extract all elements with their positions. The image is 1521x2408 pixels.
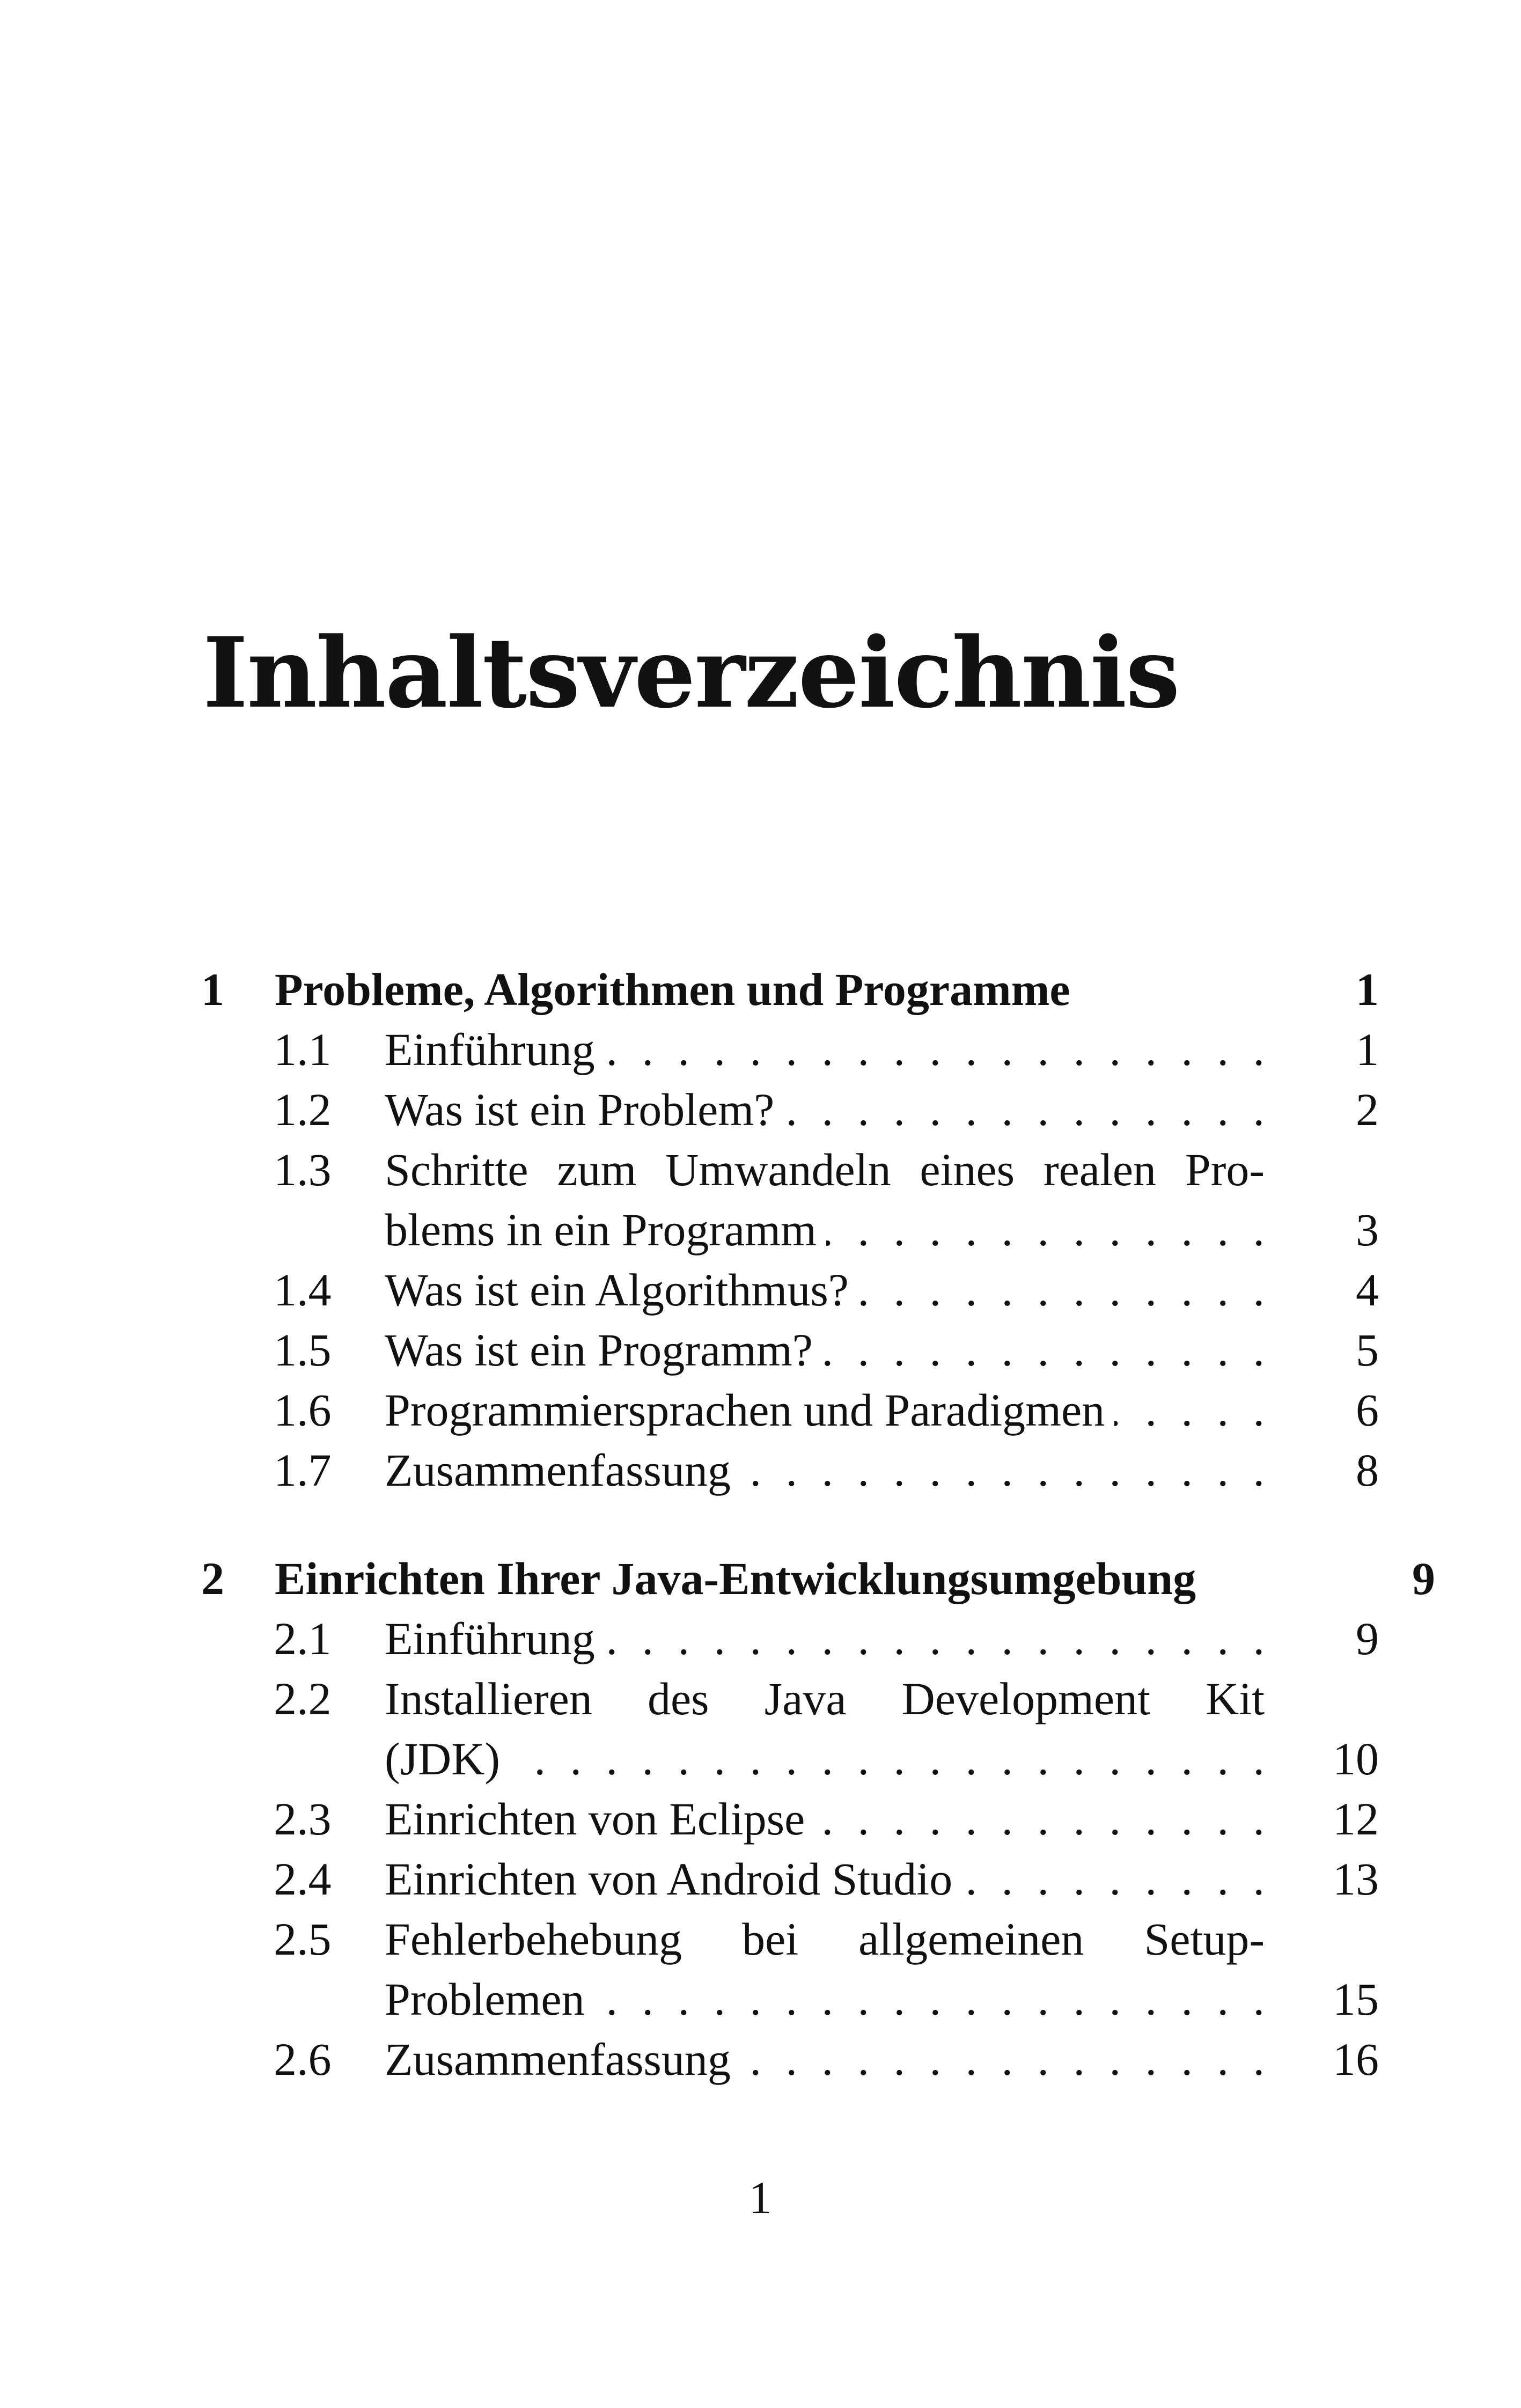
toc-section-1-1[interactable] xyxy=(0,1019,1521,1080)
toc-section-1-3-line1[interactable] xyxy=(0,1140,1521,1200)
section-page-number: 2 xyxy=(1266,1080,1379,1140)
section-title: Was ist ein Programm? xyxy=(385,1320,822,1380)
section-page-number: 12 xyxy=(1266,1789,1379,1849)
section-title-line2: blems in ein Programm xyxy=(385,1200,826,1260)
toc-section-2-6[interactable] xyxy=(0,2029,1521,2089)
toc-section-1-3-line2[interactable] xyxy=(0,1200,1521,1260)
section-number: 1.2 xyxy=(274,1084,332,1135)
toc-section-2-2-line1[interactable] xyxy=(0,1669,1521,1729)
section-number: 1.3 xyxy=(274,1144,332,1195)
section-title: Was ist ein Algorithmus? xyxy=(385,1260,858,1320)
section-number: 1.5 xyxy=(274,1324,332,1376)
toc-section-2-3[interactable] xyxy=(0,1789,1521,1849)
chapter-title: Probleme, Algorithmen und Programme xyxy=(275,964,1070,1015)
section-page-number: 13 xyxy=(1266,1849,1379,1909)
section-number: 2.2 xyxy=(274,1673,332,1724)
section-title: Was ist ein Problem? xyxy=(385,1080,784,1140)
section-number: 1.7 xyxy=(274,1444,332,1496)
toc-section-2-4[interactable] xyxy=(0,1849,1521,1909)
section-title: Programmiersprachen und Paradigmen xyxy=(385,1380,1114,1440)
chapter-number: 1 xyxy=(201,964,224,1015)
section-number: 2.5 xyxy=(274,1913,332,1965)
section-number: 2.6 xyxy=(274,2033,332,2085)
section-title: Zusammenfassung xyxy=(385,2029,740,2089)
section-title-line2: (JDK) xyxy=(385,1729,510,1789)
section-page-number: 5 xyxy=(1266,1320,1379,1380)
toc-section-2-5-line1[interactable] xyxy=(0,1909,1521,1969)
toc-section-2-5-line2[interactable] xyxy=(0,1969,1521,2029)
section-title: Einrichten von Eclipse xyxy=(385,1789,814,1849)
section-page-number: 8 xyxy=(1266,1440,1379,1500)
section-title-line2: Problemen xyxy=(385,1969,594,2029)
chapter-title: Einrichten Ihrer Java-Entwicklungsumgebung xyxy=(275,1553,1196,1604)
toc-section-1-4[interactable] xyxy=(0,1260,1521,1320)
section-page-number: 1 xyxy=(1266,1019,1379,1080)
section-title: Einführung xyxy=(385,1019,605,1080)
section-title: Zusammenfassung xyxy=(385,1440,740,1500)
section-number: 2.3 xyxy=(274,1793,332,1845)
chapter-page-number: 9 xyxy=(1412,1553,1435,1604)
toc-section-1-5[interactable] xyxy=(0,1320,1521,1380)
toc-section-2-1[interactable] xyxy=(0,1609,1521,1669)
section-number: 1.6 xyxy=(274,1384,332,1436)
section-page-number: 6 xyxy=(1266,1380,1379,1440)
toc-section-1-7[interactable] xyxy=(0,1440,1521,1500)
section-page-number: 10 xyxy=(1266,1729,1379,1789)
chapter-number: 2 xyxy=(201,1553,224,1604)
section-page-number: 3 xyxy=(1266,1200,1379,1260)
toc-section-1-2[interactable] xyxy=(0,1080,1521,1140)
section-page-number: 15 xyxy=(1266,1969,1379,2029)
section-title: Einführung xyxy=(385,1609,605,1669)
section-number: 1.4 xyxy=(274,1264,332,1316)
section-title-line1: Schritte zum Umwandeln eines realen Pro- xyxy=(385,1140,1265,1200)
section-page-number: 16 xyxy=(1266,2029,1379,2089)
section-page-number: 9 xyxy=(1266,1609,1379,1669)
section-number: 2.4 xyxy=(274,1853,332,1905)
section-number: 2.1 xyxy=(274,1613,332,1664)
toc-section-2-2-line2[interactable] xyxy=(0,1729,1521,1789)
chapter-page-number: 1 xyxy=(1356,964,1379,1015)
section-title: Einrichten von Android Studio xyxy=(385,1849,962,1909)
toc-chapter-1[interactable] xyxy=(0,959,1521,1019)
section-page-number: 4 xyxy=(1266,1260,1379,1320)
page-title: Inhaltsverzeichnis xyxy=(203,616,1179,730)
section-title-line1: Fehlerbehebung bei allgemeinen Setup- xyxy=(385,1909,1265,1969)
dot-leader xyxy=(385,1729,1265,1789)
section-title-line1: Installieren des Java Development Kit xyxy=(385,1669,1265,1729)
page-number: 1 xyxy=(748,2172,772,2223)
toc-section-1-6[interactable] xyxy=(0,1380,1521,1440)
toc-chapter-2[interactable] xyxy=(0,1548,1521,1609)
section-number: 1.1 xyxy=(274,1024,332,1075)
